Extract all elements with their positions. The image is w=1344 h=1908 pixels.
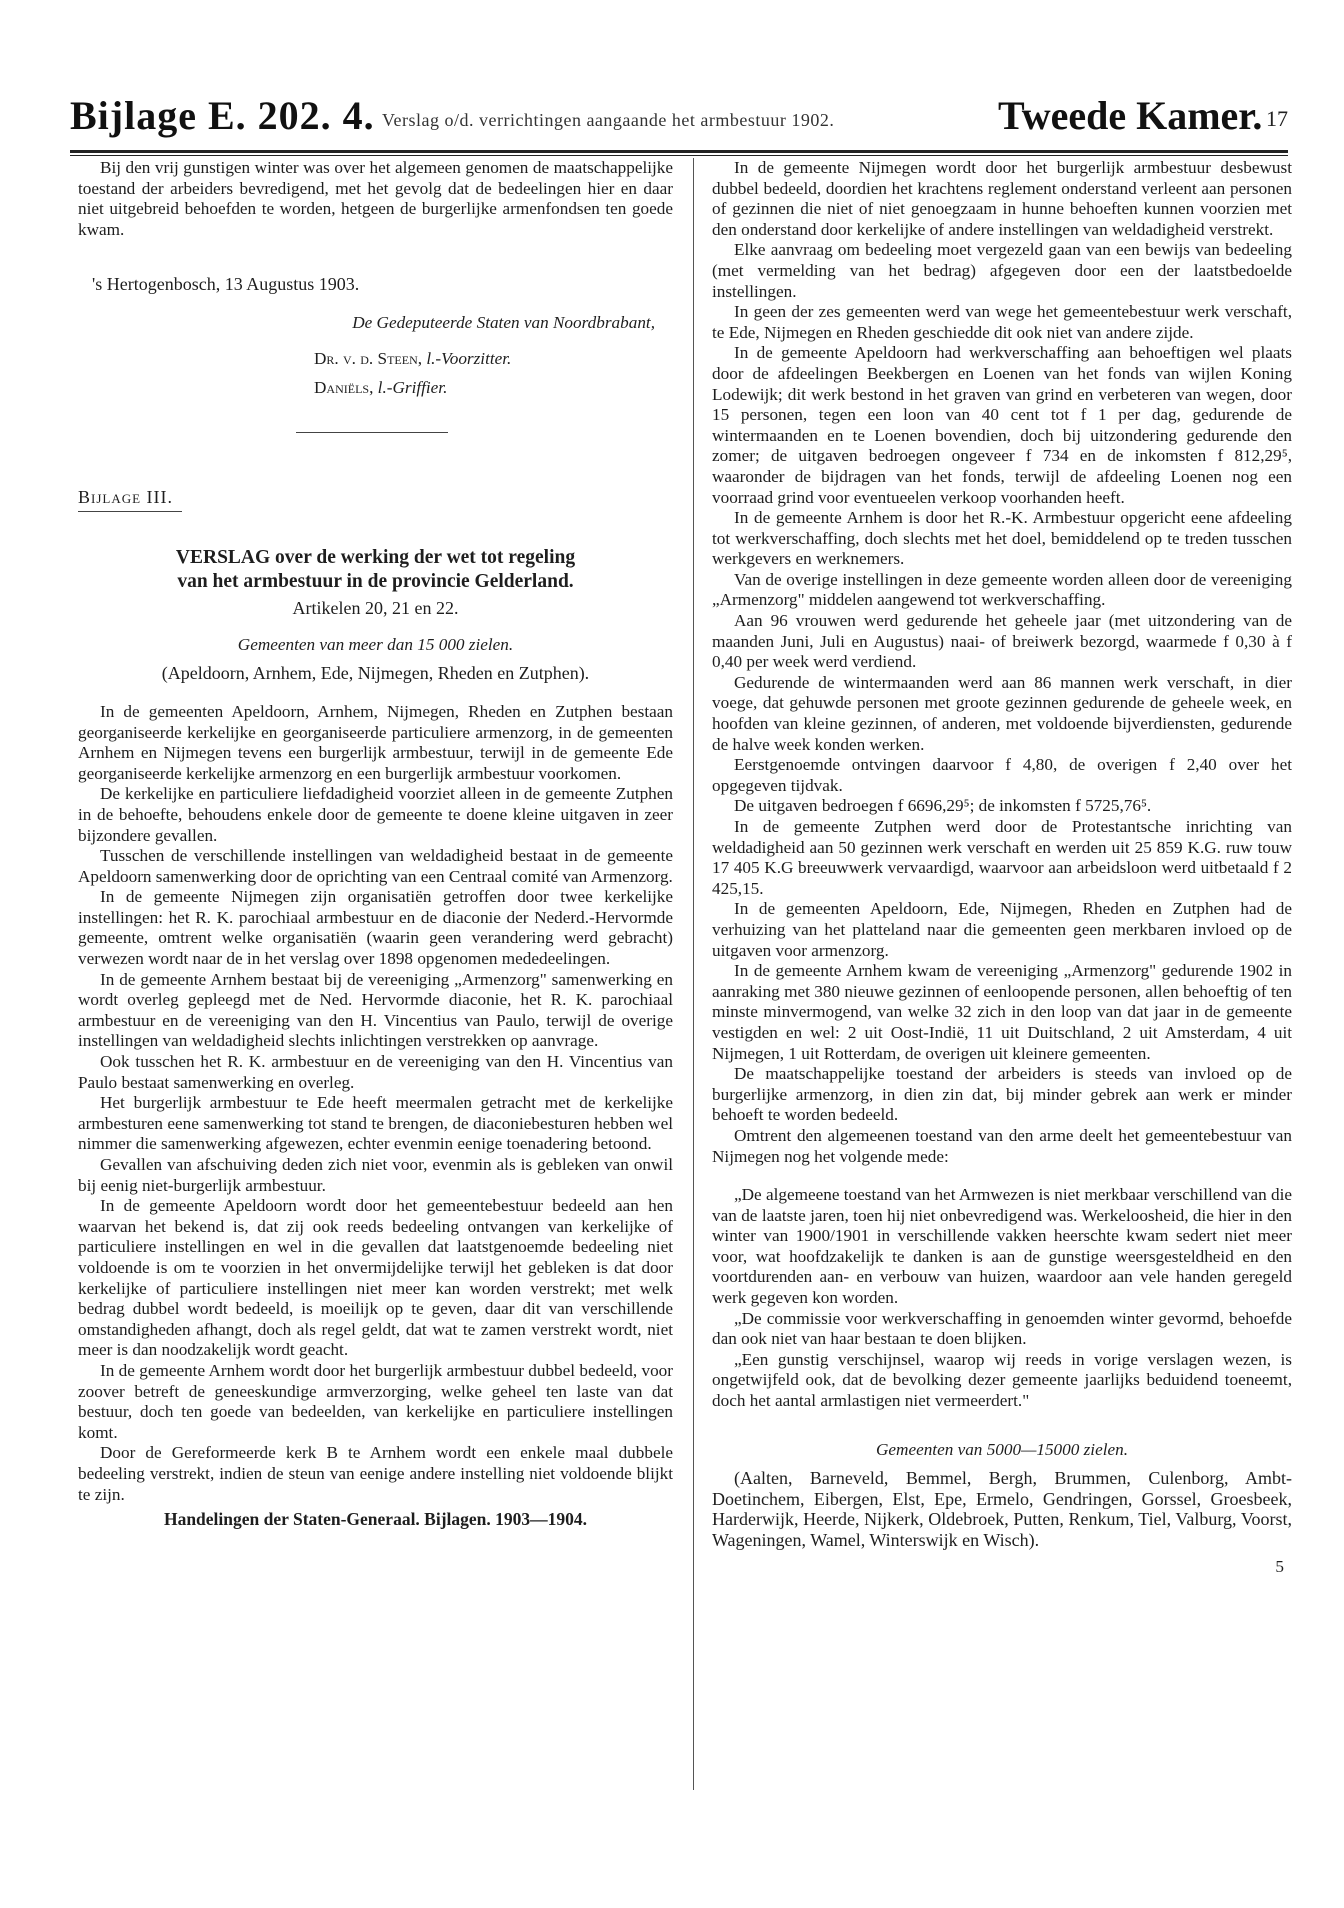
paragraph: Ook tusschen het R. K. armbestuur en de vereeniging van den H. Vincentius van Paulo bestaat samenwerking en overleg. xyxy=(78,1052,673,1092)
paragraph: Tusschen de verschillende instellingen van weldadigheid bestaat in de gemeente Apeldoorn samenwerking door de oprichting van een Centraal comité van Armenzorg. xyxy=(78,846,673,886)
paragraph: Door de Gereformeerde kerk B te Arnhem wordt een enkele maal dubbele bedeeling verstrekt, indien de steun van eenige andere instelling niet voldoende blijkt te zijn. xyxy=(78,1443,673,1504)
paragraph: De maatschappelijke toestand der arbeiders is steeds van invloed op de burgerlijke armenzorg, in dien zin dat, bij minder gebrek aan werk er minder behoeft te worden bedeeld. xyxy=(712,1064,1292,1125)
report-title-line-2: van het armbestuur in de provincie Gelderland. xyxy=(177,571,574,593)
bijlage-underline xyxy=(78,511,182,512)
section-municipalities-medium: (Aalten, Barneveld, Bemmel, Bergh, Brummen, Culenborg, Ambt-Doetinchem, Eibergen, Elst, Epe, Ermelo, Gendringen, Gorssel, Groesbeek, Harderwijk, Heerde, Nijkerk, Oldebroek, Putten, Renkum, Tiel, Valburg, Voorst, Wageningen, Wamel, Winterswijk en Wisch). xyxy=(712,1468,1292,1550)
paragraph: In de gemeente Arnhem kwam de vereeniging „Armenzorg" gedurende 1902 in aanraking met 380 nieuwe gezinnen of eenloopende personen, allen behoeftig of ten minste minvermogend, van welke 32 zich in den loop van dat jaar in de gemeente vestigden en wel: 2 uit Oost-Indië, 11 uit Duitschland, 2 uit Amsterdam, 4 uit Nijmegen, 1 uit Rotterdam, de overigen uit kleinere gemeenten. xyxy=(712,961,1292,1063)
paragraph: In geen der zes gemeenten werd van wege het gemeentebestuur werk verschaft, te Ede, Nijmegen en Rheden geschiedde dit ook niet van andere zijde. xyxy=(712,302,1292,342)
paragraph: In de gemeente Nijmegen wordt door het burgerlijk armbestuur desbewust dubbel bedeeld, doordien het krachtens reglement onderstand verleent aan personen of gezinnen die niet of niet genoegzaam in hunne behoeften kunnen voorzien met den onderstand door kerkelijke of andere instellingen van weldadigheid verstrekt. xyxy=(712,158,1292,239)
signatory-organisation: De Gedeputeerde Staten van Noordbrabant, xyxy=(352,312,655,332)
place-date: 's Hertogenbosch, 13 Augustus 1903. xyxy=(92,274,360,295)
quote-paragraph: „De algemeene toestand van het Armwezen is niet merkbaar verschillend van die van de laatste jaren, toen hij niet onbevredigend was. Werkeloosheid, die hier in den winter van 1900/1901 in verschillende vakken heerschte kwam sedert niet meer voor, wat hoofdzakelijk te danken is aan de gunstige weersgesteldheid en den voortdurenden aan- en verbouw van huizen, waardoor aan vele handen geregeld werk gegeven kon worden. xyxy=(712,1185,1292,1308)
paragraph: In de gemeenten Apeldoorn, Ede, Nijmegen, Rheden en Zutphen had de verhuizing van het platteland naar die gemeenten geen merkbaren invloed op de uitgaven voor armenzorg. xyxy=(712,899,1292,960)
left-column xyxy=(78,158,673,1530)
page-header xyxy=(70,88,1288,148)
articles-line: Artikelen 20, 21 en 22. xyxy=(292,598,459,619)
paragraph: Eerstgenoemde ontvingen daarvoor f 4,80, de overigen f 2,40 over het opgegeven tijdvak. xyxy=(712,755,1292,795)
report-title-line-1: VERSLAG over de werking der wet tot regeling xyxy=(175,547,576,569)
paragraph: Gevallen van afschuiving deden zich niet voor, evenmin als is gebleken van onwil bij eenig niet-burgerlijk armbestuur. xyxy=(78,1155,673,1195)
paragraph: In de gemeente Apeldoorn had werkverschaffing aan behoeftigen wel plaats door de afdeelingen Beekbergen en Loenen van het fonds van wijlen Koning Lodewijk; dit werk bestond in het graven van grind en verbeteren van wegen, door 15 personen, tegen een loon van 40 cent tot f 1 per dag, gedurende de wintermaanden en te Loenen bovendien, doch bij uitzondering gedurende den zomer; de uitgaven bedroegen ongeveer f 734 en de inkomsten f 812,29⁵, waaronder de bijdragen van het fonds, terwijl de afdeeling Loenen nog een voorraad grind voor eventueelen verkoop voorhanden heeft. xyxy=(712,343,1292,507)
signatory-2-role: l.-Griffier. xyxy=(377,377,448,397)
right-column xyxy=(712,158,1292,1577)
paragraph: Aan 96 vrouwen werd gedurende het geheele jaar (met uitzondering van de maanden Juni, Juli en Augustus) naai- of breiwerk bezorgd, waarmede f 0,30 à f 0,40 per week werd verdiend. xyxy=(712,611,1292,672)
paragraph: In de gemeente Apeldoorn wordt door het gemeentebestuur bedeeld aan hen waarvan het bekend is, dat zij ook reeds bedeeling ontvangen van kerkelijke of particuliere instellingen en wel in die gevallen dat laatstgenoemde bedeeling niet voldoende is om te voorzien in het onvermijdelijke terwijl het gebleken is dat door kerkelijke of particuliere instellingen niet meer kan worden verstrekt; met welk bedrag dubbel wordt bedeeld, is moeilijk op te geven, daar dit van verschillende omstandigheden afhangt, doch als regel geldt, dat wat te zamen verstrekt wordt, niet meer is dan noodzakelijk wordt geacht. xyxy=(78,1196,673,1360)
header-rule-thin xyxy=(70,155,1288,156)
section-heading-medium: Gemeenten van 5000—15000 zielen. xyxy=(875,1439,1129,1459)
report-title xyxy=(78,546,673,594)
signatory-2 xyxy=(314,373,673,402)
signatory-1 xyxy=(314,344,673,373)
bijlage-label: Bijlage III. xyxy=(78,486,174,507)
separator-rule xyxy=(296,432,448,433)
section-municipalities-large: (Apeldoorn, Arnhem, Ede, Nijmegen, Rheden en Zutphen). xyxy=(161,663,590,684)
running-title: Verslag o/d. verrichtingen aangaande het armbestuur 1902. xyxy=(382,110,835,130)
page-number: 17 xyxy=(1266,106,1288,131)
section-heading-large: Gemeenten van meer dan 15 000 zielen. xyxy=(237,634,514,654)
column-divider xyxy=(693,158,694,1790)
paragraph: In de gemeente Zutphen werd door de Protestantsche inrichting van weldadigheid aan 50 gezinnen werk verschaft en werden uit 25 859 K.G. ruw touw 17 405 K.G breeuwwerk vervaardigd, waarvoor aan arbeidsloon werd uitbetaald f 2 425,15. xyxy=(712,817,1292,898)
signatory-1-role: l.-Voorzitter. xyxy=(426,348,512,368)
signatory-2-name: Daniëls, xyxy=(314,377,374,397)
quote-paragraph: „De commissie voor werkverschaffing in genoemden winter gevormd, behoefde dan ook niet van haar bestaan te doen blijken. xyxy=(712,1308,1292,1349)
paragraph: In de gemeente Arnhem bestaat bij de vereeniging „Armenzorg" samenwerking en wordt overleg gepleegd met de Ned. Hervormde diaconie, het R. K. parochiaal armbestuur en de vereeniging van den H. Vincentius van Paulo, terwijl de overige instellingen van weldadigheid slechts inlichtingen verstrekken op aanvrage. xyxy=(78,969,673,1051)
paragraph: Gedurende de wintermaanden werd aan 86 mannen werk verschaft, in dier voege, dat gehuwde personen met groote gezinnen gedurende de geheele week, en hoofden van kleine gezinnen, of anderen, met voldoende bijverdiensten, gedurende de halve week konden werken. xyxy=(712,672,1292,754)
paragraph: Elke aanvraag om bedeeling moet vergezeld gaan van een bewijs van bedeeling (met vermelding van het bedrag) afgegeven door een der laatstbedoelde instellingen. xyxy=(712,240,1292,301)
intro-paragraph: Bij den vrij gunstigen winter was over het algemeen genomen de maatschappelijke toestand der arbeiders bevredigend, met het gevolg dat de bedeelingen hier en daar niet uitgebreid behoefden te worden, hetgeen de burgerlijke armenfondsen ten goede kwam. xyxy=(78,158,673,239)
paragraph: De uitgaven bedroegen f 6696,29⁵; de inkomsten f 5725,76⁵. xyxy=(734,796,1152,816)
header-rule-thick xyxy=(70,150,1288,153)
paragraph: In de gemeente Arnhem wordt door het burgerlijk armbestuur dubbel bedeeld, voor zoover betreft de geneeskundige armverzorging, welke geheel ten laste van dat bestuur, doch ten goede van bedeelden, van kerkelijke en particuliere instellingen komt. xyxy=(78,1360,673,1442)
paragraph: Het burgerlijk armbestuur te Ede heeft meermalen getracht met de kerkelijke armbesturen eene samenwerking tot stand te brengen, de diaconiebesturen hebben wel nimmer die samenwerking afgewezen, echter evenmin eenige toenadering betoond. xyxy=(78,1093,673,1154)
chamber-title: Tweede Kamer. xyxy=(998,93,1263,138)
paragraph: In de gemeente Nijmegen zijn organisatiën getroffen door twee kerkelijke instellingen: het R. K. parochiaal armbestuur en de diaconie der Nederd.-Hervormde gemeente, omtrent welke organisatiën (waarin geen verandering werd gebracht) verwezen wordt naar de in het verslag over 1898 opgenomen mededeelingen. xyxy=(78,887,673,969)
signatory-1-name: Dr. v. d. Steen, xyxy=(314,348,423,368)
bijlage-reference: Bijlage E. 202. 4. xyxy=(70,93,375,138)
paragraph: De kerkelijke en particuliere liefdadigheid voorziet alleen in de gemeente Zutphen in de behoefte, behoudens enkele door de gemeente te doene kleine uitgaven in zeer bijzondere gevallen. xyxy=(78,784,673,845)
paragraph: In de gemeenten Apeldoorn, Arnhem, Nijmegen, Rheden en Zutphen bestaan georganiseerde kerkelijke en georganiseerde particuliere armenzorg, in de gemeenten Arnhem en Nijmegen tevens een burgerlijk armbestuur, terwijl in de gemeente Ede georganiseerde kerkelijke armenzorg en een burgerlijk armbestuur voorkomen. xyxy=(78,701,673,783)
paragraph: Van de overige instellingen in deze gemeente worden alleen door de vereeniging „Armenzorg" middelen aangewend tot werkverschaffing. xyxy=(712,569,1292,610)
footer-page-number: 5 xyxy=(1275,1556,1284,1576)
paragraph: In de gemeente Arnhem is door het R.-K. Armbestuur opgericht eene afdeeling tot werkverschaffing, doch slechts met het doel, bemiddelend op te treden tusschen werkgevers en werknemers. xyxy=(712,508,1292,569)
publication-footer: Handelingen der Staten-Generaal. Bijlagen. 1903—1904. xyxy=(163,1509,588,1530)
paragraph: Omtrent den algemeenen toestand van den arme deelt het gemeentebestuur van Nijmegen nog het volgende mede: xyxy=(712,1125,1292,1166)
quote-paragraph: „Een gunstig verschijnsel, waarop wij reeds in vorige verslagen wezen, is ongetwijfeld ook, dat de bevolking dezer gemeente jaarlijks beduidend toeneemt, doch het aantal armlastigen niet vermeerdert." xyxy=(712,1349,1292,1411)
